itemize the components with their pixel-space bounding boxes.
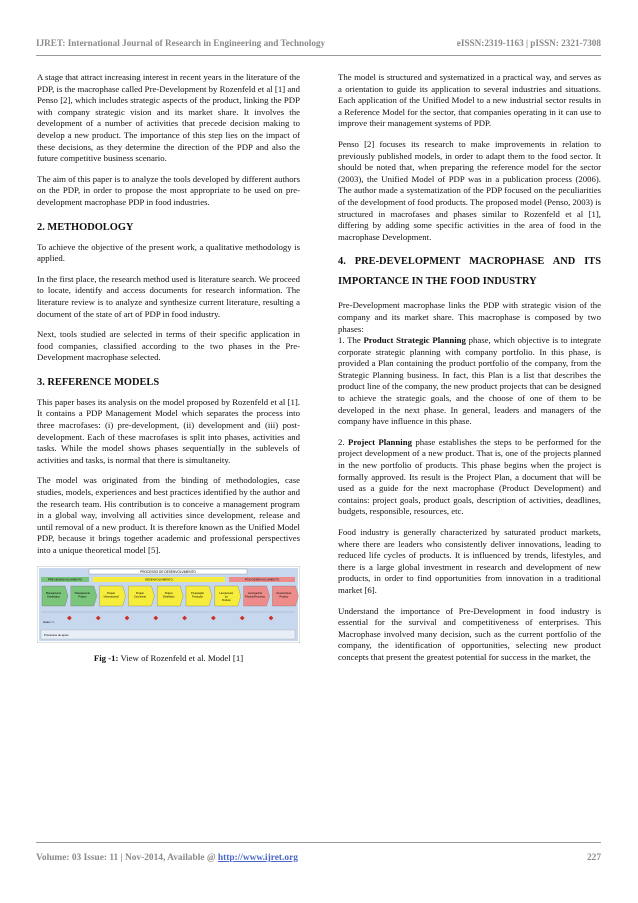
phase-label: Produto/Processo [245,594,266,598]
paragraph: Penso [2] focuses its research to make improvements in relation to previously published models, in order to adapt them to the food sector. It should be noted that, when preparing the reference model for the sector (2003), the Unified Model of PDP was in a publication process (2006). The author made a systematization of the PDP focused on the peculiarities of the development of food products. The proposed model (Penso, 2003) is structured in macrofases and phases similar to Rozenfeld et al [1], differing by adding some specific activities in the area of food in the macrophase Development. [338,138,601,242]
phase-label: Projeto [164,591,173,595]
paragraph: Food industry is generally characterized by saturated product markets, where there are leaders who consistently deliver innovations, leading to reduced life cycles of products. It is influenced by trends, lifestyles, and there is a large global investment in research and development of new products, in order to find opportunities from innovation in a traditional market [6]. [338,527,601,595]
left-column [37,72,300,664]
macro-label: DESENVOLVIMENTO [145,577,173,582]
paragraph: 2. Project Planning phase establishes the steps to be performed for the project development of a new product. That is, one of the projects planned in the new portfolio of products. This phase begins when the project is formally approved. Its result is the Project Plan, a document that will be used as a guide for the next macrophase (Product Development) and contains: project goals, product goals, description of activities, deadlines, budgets, responsible, resources, etc. [338,436,601,517]
phase-box [215,586,241,606]
support-process-label: Processos de apoio [44,632,69,637]
phase-label: Projeto [78,594,87,598]
figure-caption: Fig -1: View of Rozenfeld et al. Model [1] [93,652,244,663]
paragraph: The aim of this paper is to analyze the tools developed by different authors on the PDP, in order to propose the most appropriate to be used on pre-development macrophase PDP in food industries. [37,173,300,207]
phase-label: Detalhado [162,594,175,598]
paragraph: In the first place, the research method used is literature search. We proceed to locate, identify and access documents for research information. The literature review is to analyze and synthesize current literature, resulting a document of the state of art of PDP in food industry. [37,273,300,319]
phase-label: Planejamento [45,591,62,595]
journal-title: IJRET: International Journal of Research in Engineering and Technology [36,38,326,48]
figure-top-label: PROCESSO DE DESENVOLVIMENTO [140,569,196,574]
page-number: 227 [586,853,601,863]
page-footer [36,853,601,863]
section-heading-pre-development: 4. PRE-DEVELOPMENT MACROPHASE AND ITS IMPORTANCE IN THE FOOD INDUSTRY [338,256,601,288]
phase-label: Informacional [103,594,119,598]
rozenfeld-model-figure [37,566,300,643]
phase-label: Produção [192,594,203,598]
issn-text: eISSN:2319-1163 | pISSN: 2321-7308 [456,38,601,48]
right-column [338,72,601,673]
phase-label: Projeto [135,591,144,595]
phase-label: Produto [221,598,231,602]
phase-boxes [42,586,298,606]
phase-label: Conceitual [133,594,146,598]
paragraph: A stage that attract increasing interest in recent years in the literature of the PDP, is the macrophase called Pre-Development by Rozenfeld et al [1] and Penso [2], which includes strategic aspects of the product, linking the PDP with company strategic vision and its market share. It involves the development of a number of activities that precede decision making to develop a new product. The importance of this step lies on the impact of these decisions, as they determine the direction of the PDP and also the future competitive business scenario. [37,72,300,164]
paragraph: 1. The Product Strategic Planning phase, which objective is to integrate corporate strategic planning with company portfolio. In this phase, is provided a Plan containing the product portfolio of the company, from the Strategic Planning business. In fact, this Plan is a list that describes the product line of the company, the new product projects that can be designed to achieve the strategic goals, and the choose of one of them to be developed in the next phase. In general, leaders and managers of the company have influence in this phase. [338,335,601,427]
phase-label: Projeto [107,591,116,595]
paragraph: The model was originated from the binding of methodologies, case studies, models, experiences and best practices identified by the author and the research team. His contribution is to conceive a management program in a global way, involving all activities since development, release and until removal of a new product. It is therefore known as the Unified Model PDP, because it brings together academic and professional perspectives into a unique theoretical model [5]. [37,475,300,555]
phase-label: do [224,594,228,598]
footer-volume: Volume: 03 Issue: 11 | Nov-2014, Available @ http://www.ijret.org [36,853,298,863]
paragraph: Next, tools studied are selected in terms of their specific application in food companies, classified according to the two phases in the Pre-Development macrophase selected. [37,329,300,363]
phase-label: Descontinuar [276,591,292,595]
section-heading-reference-models: 3. REFERENCE MODELS [37,376,160,388]
support-process-bar [41,630,295,639]
page-header [36,38,601,48]
paragraph: Pre-Development macrophase links the PDP with strategic vision of the company and its market share. This macrophase is composed by two phases: [338,300,601,334]
paragraph: Understand the importance of Pre-Development in food industry is essential for the survival and competitiveness of enterprises. This Macrophase involved many decision, such as the current portfolio of the company, the identification of opportunities, selecting new product concepts that present the greatest potential for success in the market, the [338,605,601,662]
phase-label: Acompanhar [248,591,263,595]
footer-rule [36,842,601,843]
section-heading-methodology: 2. METHODOLOGY [37,221,134,233]
phase-label: Preparação [191,591,204,595]
phase-label: Produto [279,594,289,598]
header-rule [36,55,601,56]
phase-label: Planejamento [74,591,90,595]
paragraph: To achieve the objective of the present work, a qualitative methodology is applied. [37,241,300,264]
macro-label: PÓS-DESENVOLVIMENTO [244,577,280,582]
paragraph: This paper bases its analysis on the model proposed by Rozenfeld et al [1]. It contains a PDP Management Model which separates the process into three macrofases: (i) pre-development, (ii) development and (iii) post-development. Each of these macrofases is split into phases, activities and tasks. While the model shows phases sequentially in the sublevels of activities and tasks, is normal that there is simultaneity. [37,396,300,465]
paragraph: The model is structured and systematized in a practical way, and serves as a orientation to guide its application to several industries and situations. Each application of the Unified Model to a new industrial sector results in a Reference Model for the sector, that companies operating in it can use to improve their management systems of PDP. [338,72,601,129]
gates-label: Gates >> [43,619,55,624]
phase-label: Lançamento [219,591,234,595]
phase-label: Estratégico [47,594,60,598]
journal-link[interactable]: http://www.ijret.org [217,853,298,863]
macro-label: PRÉ-DESENVOLVIMENTO [47,577,83,582]
